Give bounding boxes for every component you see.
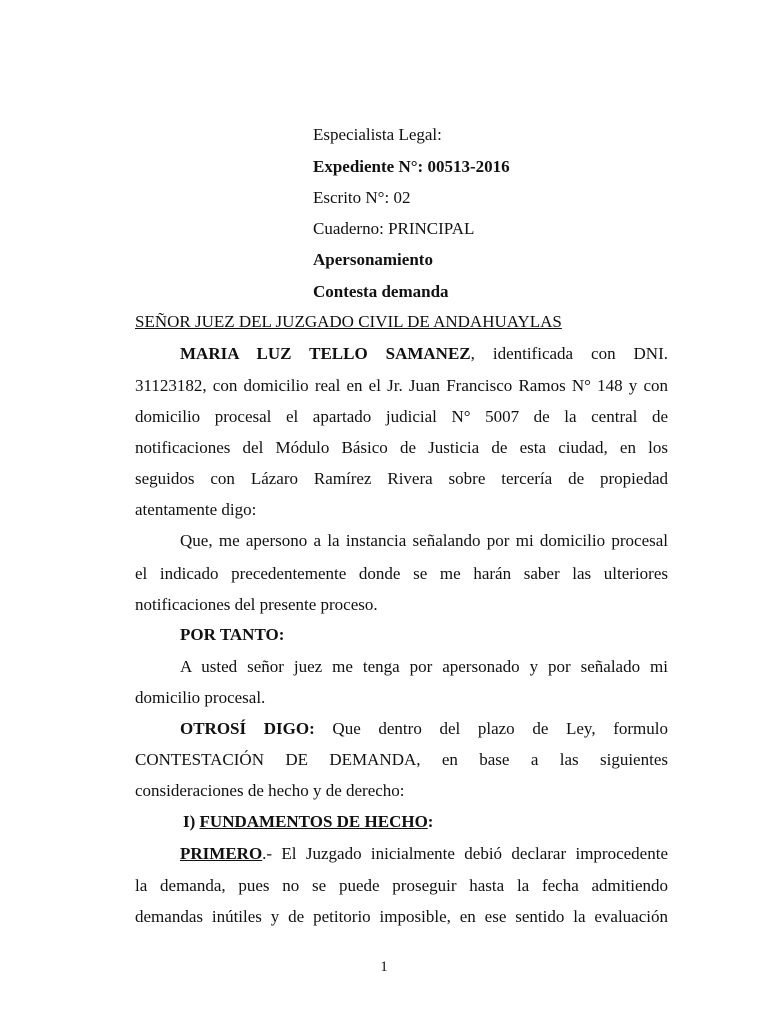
section-colon: : xyxy=(427,812,434,831)
otrosi-line-2: CONTESTACIÓN DE DEMANDA, en base a las siguientes xyxy=(135,750,668,769)
intro-line-1-text: , identificada con DNI. xyxy=(470,344,668,363)
page-number: 1 xyxy=(380,959,388,975)
por-tanto-line-1: A usted señor juez me tenga por apersonado y por señalado mi xyxy=(180,657,668,676)
escrito-number: Escrito N°: 02 xyxy=(313,188,411,207)
otrosi-label: OTROSÍ DIGO: xyxy=(180,719,315,738)
intro-line-1 xyxy=(180,343,668,365)
expediente-number: Expediente N°: 00513-2016 xyxy=(313,157,510,176)
intro-line-4: notificaciones del Módulo Básico de Justicia de esta ciudad, en los xyxy=(135,438,668,457)
intro-line-3: domicilio procesal el apartado judicial N° 5007 de la central de xyxy=(135,407,668,426)
apersono-line-2: el indicado precedentemente donde se me harán saber las ulteriores xyxy=(135,564,668,583)
cuaderno-label: Cuaderno: PRINCIPAL xyxy=(313,219,475,238)
otrosi-line-1 xyxy=(180,718,668,740)
primero-line-3: demandas inútiles y de petitorio imposible, en ese sentido la evaluación xyxy=(135,907,668,926)
addressee-line: SEÑOR JUEZ DEL JUZGADO CIVIL DE ANDAHUAYLAS xyxy=(135,312,562,331)
otrosi-line-1-text: Que dentro del plazo de Ley, formulo xyxy=(314,719,668,738)
especialista-legal-label: Especialista Legal: xyxy=(313,125,442,144)
intro-line-5: seguidos con Lázaro Ramírez Rivera sobre tercería de propiedad xyxy=(135,469,668,488)
section-heading-fundamentos xyxy=(183,812,433,832)
apersono-line-3: notificaciones del presente proceso. xyxy=(135,595,378,614)
intro-line-6: atentamente digo: xyxy=(135,500,257,519)
party-name: MARIA LUZ TELLO SAMANEZ xyxy=(180,344,471,363)
section-title: FUNDAMENTOS DE HECHO xyxy=(199,812,428,831)
primero-line-2: la demanda, pues no se puede proseguir hasta la fecha admitiendo xyxy=(135,876,668,895)
apersono-line-1: Que, me apersono a la instancia señalando por mi domicilio procesal xyxy=(180,531,668,550)
intro-line-2: 31123182, con domicilio real en el Jr. Juan Francisco Ramos N° 148 y con xyxy=(135,376,668,395)
sumilla-contesta-demanda: Contesta demanda xyxy=(313,282,449,301)
sumilla-apersonamiento: Apersonamiento xyxy=(313,250,433,269)
section-number: I) xyxy=(183,812,200,831)
otrosi-line-3: consideraciones de hecho y de derecho: xyxy=(135,781,405,800)
primero-line-1-text: .- El Juzgado inicialmente debió declarar improcedente xyxy=(262,844,668,863)
por-tanto-line-2: domicilio procesal. xyxy=(135,688,266,707)
primero-label: PRIMERO xyxy=(180,844,263,863)
por-tanto-heading: POR TANTO: xyxy=(180,625,285,644)
primero-line-1 xyxy=(180,843,668,865)
